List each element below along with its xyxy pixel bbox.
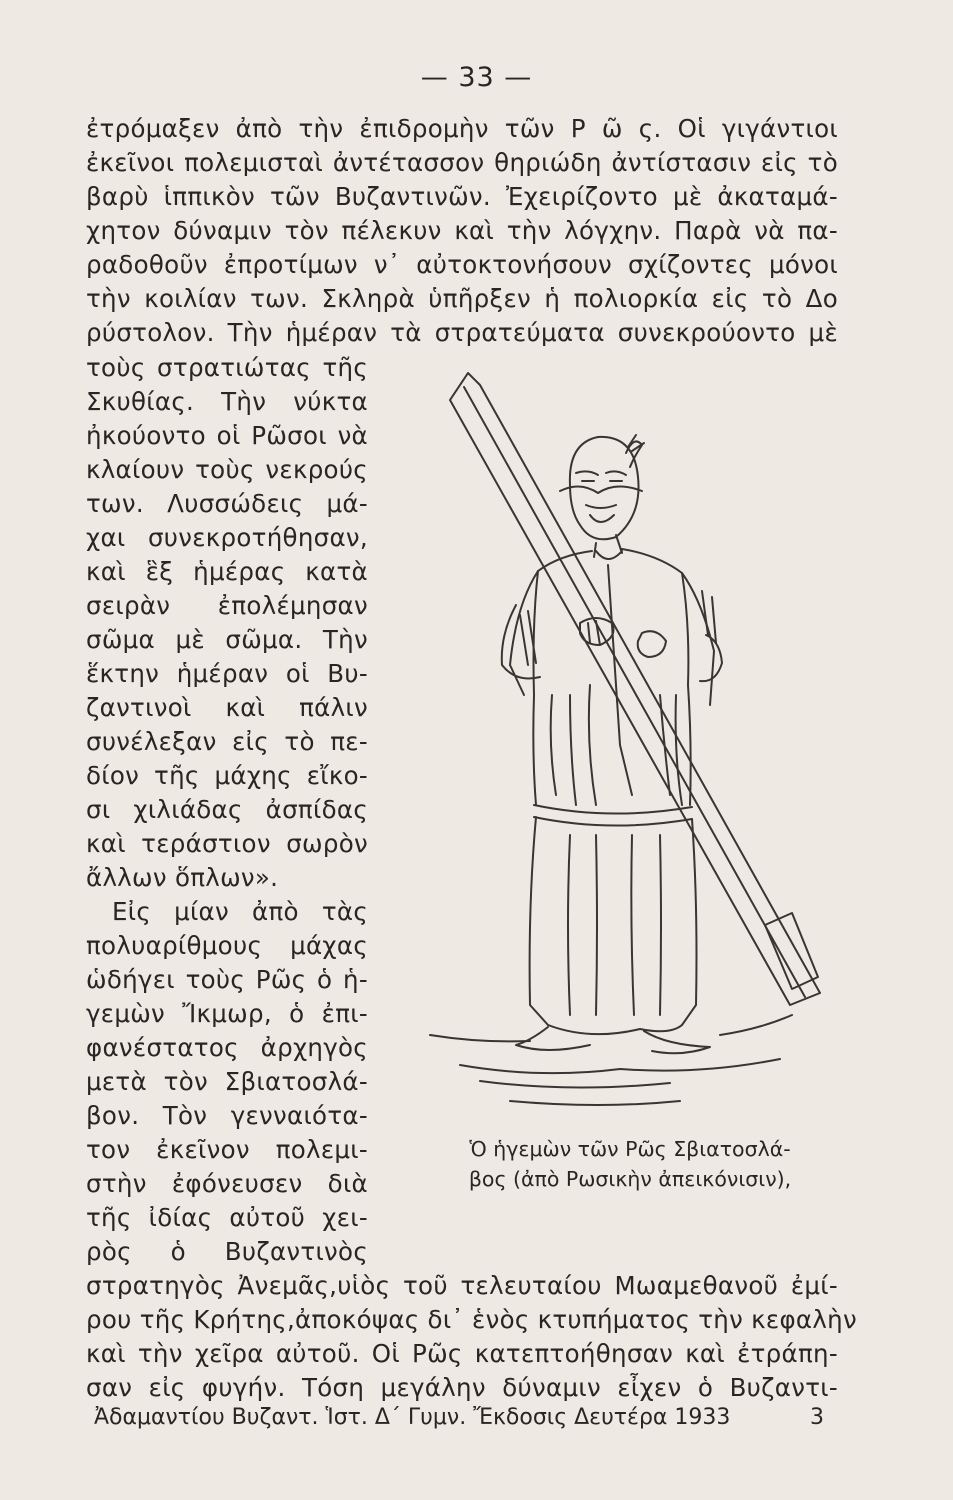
text-line: σι χιλιάδας ἀσπίδας <box>86 795 368 824</box>
text-line: Σκυθίας. Τὴν νύκτα <box>86 387 368 416</box>
text-line: φανέστατος ἀρχηγὸς <box>86 1033 368 1062</box>
text-line: δίον τῆς μάχης εἴκο- <box>86 761 368 790</box>
text-line: στὴν ἐφόνευσεν διὰ <box>86 1169 368 1198</box>
text-line: βον. Τὸν γενναιότα- <box>86 1101 368 1130</box>
text-line: ἐτρόμαξεν ἀπὸ τὴν ἐπιδρομὴν τῶν Ρ ῶ ς. Οἱ γιγάντιοι <box>86 114 838 143</box>
text-line: ἕκτην ἡμέραν οἱ Βυ- <box>86 659 368 688</box>
footer-signature-number: 3 <box>810 1405 824 1430</box>
text-line: ρου τῆς Κρήτης,ἀποκόψας δι᾽ ἑνὸς κτυπήματος τὴν κεφαλὴν <box>86 1305 857 1334</box>
footer-imprint: Ἀδαμαντίου Βυζαντ. Ἱστ. Δ΄ Γυμν. Ἔκδοσις Δευτέρα 1933 <box>94 1405 731 1430</box>
page-footer <box>94 1405 824 1430</box>
text-line: χαι συνεκροτήθησαν, <box>86 523 368 552</box>
text-line: Εἰς μίαν ἀπὸ τὰς <box>112 897 368 926</box>
text-line: τον ἐκεῖνον πολεμι- <box>86 1135 368 1164</box>
text-line: καὶ τὴν χεῖρα αὐτοῦ. Οἱ Ρῶς κατεπτοήθησαν καὶ ἐτράπη- <box>86 1339 838 1368</box>
text-line: ἐκεῖνοι πολεμισταὶ ἀντέτασσον θηριώδη ἀντίστασιν εἰς τὸ <box>86 148 838 177</box>
text-line: χητον δύναμιν τὸν πέλεκυν καὶ τὴν λόγχην. Παρὰ νὰ πα- <box>86 216 838 245</box>
text-line: πολυαρίθμους μάχας <box>86 931 368 960</box>
text-line: ἠκούοντο οἱ Ρῶσοι νὰ <box>86 421 368 450</box>
text-line: γεμὼν Ἴκμωρ, ὁ ἐπι- <box>86 999 368 1028</box>
text-line: σῶμα μὲ σῶμα. Τὴν <box>86 625 368 654</box>
text-line: καὶ τεράστιον σωρὸν <box>86 829 368 858</box>
text-line: κλαίουν τοὺς νεκρούς <box>86 455 368 484</box>
text-line: τοὺς στρατιώτας τῆς <box>86 353 368 382</box>
text-line: των. Λυσσώδεις μά- <box>86 489 368 518</box>
text-line: βαρὺ ἱππικὸν τῶν Βυζαντινῶν. Ἐχειρίζοντο μὲ ἀκαταμά- <box>86 182 838 211</box>
text-line: καὶ ἓξ ἡμέρας κατὰ <box>86 557 368 586</box>
text-line: τὴν κοιλίαν των. Σκληρὰ ὑπῆρξεν ἡ πολιορκία εἰς τὸ Δο <box>86 284 838 313</box>
text-line: ρὸς ὁ Βυζαντινὸς <box>86 1237 368 1266</box>
caption-line: Ὁ ἡγεμὼν τῶν Ρῶς Σβιατοσλά- <box>469 1137 791 1161</box>
text-line: ἄλλων ὅπλων». <box>86 863 279 892</box>
text-line: σαν εἰς φυγήν. Τόση μεγάλην δύναμιν εἶχεν ὁ Βυζαντι- <box>86 1373 838 1402</box>
text-line: μετὰ τὸν Σβιατοσλά- <box>86 1067 368 1096</box>
text-line: τῆς ἰδίας αὐτοῦ χει- <box>86 1203 368 1232</box>
text-line: στρατηγὸς Ἀνεμᾶς,υἱὸς τοῦ τελευταίου Μωαμεθανοῦ ἐμί- <box>86 1271 838 1300</box>
text-line: ὡδήγει τοὺς Ρῶς ὁ ἡ- <box>86 965 368 994</box>
text-line: ραδοθοῦν ἐπροτίμων ν᾽ αὐτοκτονήσουν σχίζοντες μόνοι <box>86 250 838 279</box>
text-line: συνέλεξαν εἰς τὸ πε- <box>86 727 368 756</box>
text-line: ζαντινοὶ καὶ πάλιν <box>86 693 368 722</box>
page-number: — 33 — <box>420 62 533 93</box>
text-line: ρύστολον. Τὴν ἡμέραν τὰ στρατεύματα συνεκρούοντο μὲ <box>86 318 838 347</box>
warrior-with-spear-drawing-icon <box>420 365 840 1125</box>
caption-line: βος (ἀπὸ Ρωσικὴν ἀπεικόνισιν), <box>468 1167 792 1191</box>
text-line: σειρὰν ἐπολέμησαν <box>86 591 368 620</box>
